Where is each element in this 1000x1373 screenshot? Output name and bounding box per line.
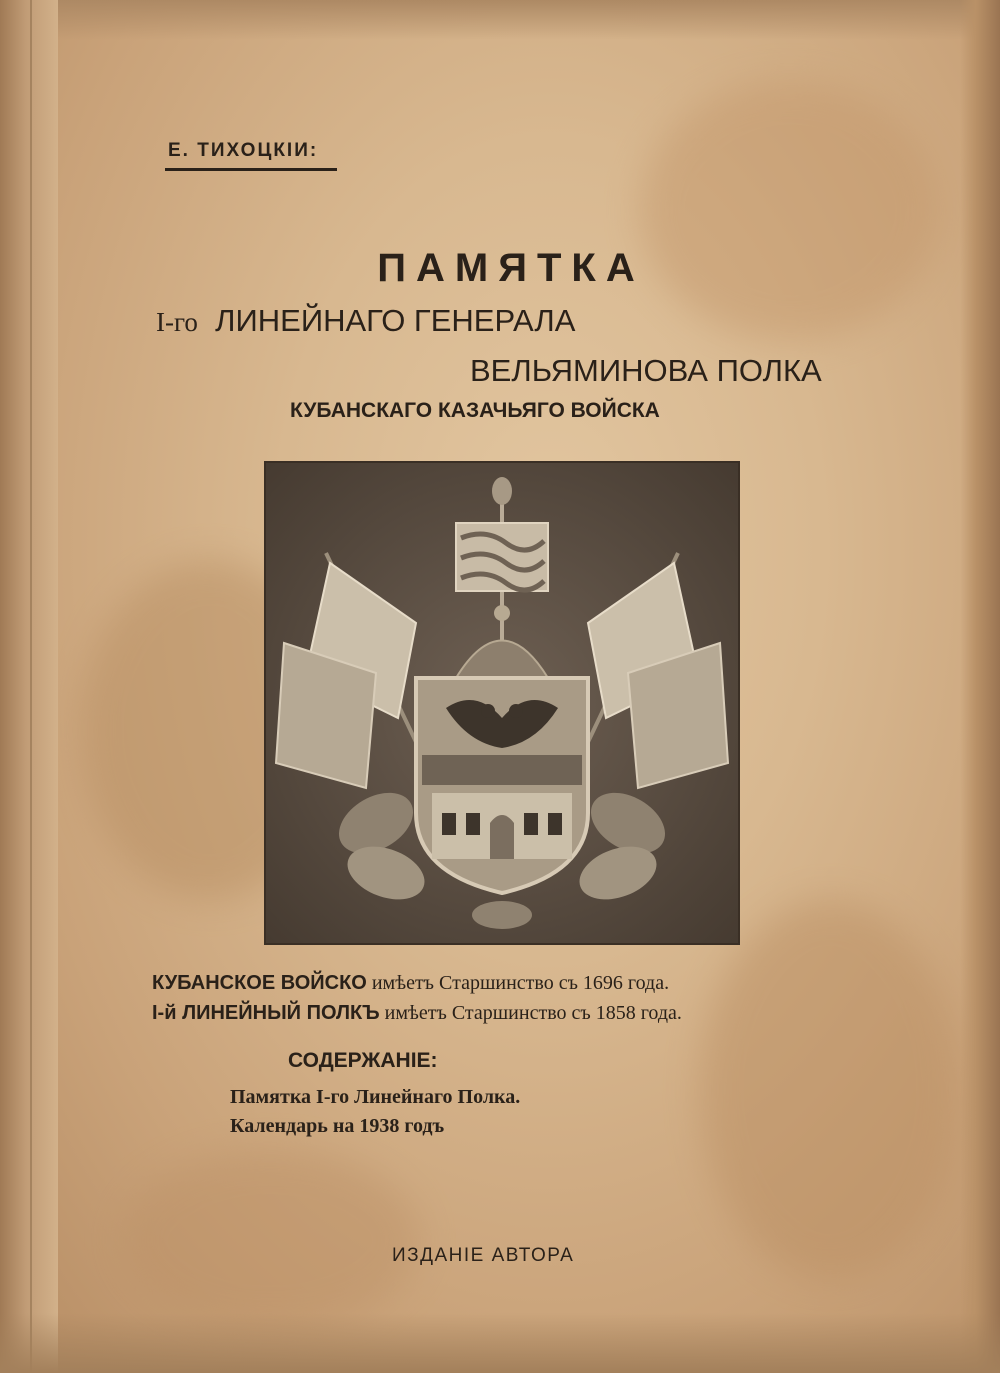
seniority-2-subject: I-й ЛИНЕЙНЫЙ ПОЛКЪ — [152, 1002, 380, 1024]
contents-item: Памятка I-го Линейнаго Полка. — [230, 1086, 521, 1108]
author-name: Е. ТИХОЦКІИ: — [168, 140, 319, 161]
title-line-4: КУБАНСКАГО КАЗАЧЬЯГО ВОЙСКА — [290, 399, 660, 422]
stain — [700, 900, 960, 1280]
seniority-1-text: имѣетъ Старшинство съ 1696 года. — [366, 972, 670, 994]
title-line-2-text: ЛИНЕЙНАГО ГЕНЕРАЛА — [215, 303, 576, 338]
title-main: ПАМЯТКА — [377, 246, 645, 290]
worn-right-edge — [960, 0, 1000, 1373]
publisher-note: ИЗДАНІЕ АВТОРА — [392, 1245, 575, 1266]
title-line-3: ВЕЛЬЯМИНОВА ПОЛКА — [470, 353, 822, 388]
seniority-1-subject: КУБАНСКОЕ ВОЙСКО — [152, 972, 367, 994]
title-ordinal: I-го — [156, 307, 198, 337]
coat-of-arms-plate — [264, 461, 740, 945]
title-line-2 — [156, 303, 575, 339]
author-underline — [165, 168, 337, 171]
contents-item: Календарь на 1938 годъ — [230, 1115, 445, 1137]
book-spine — [0, 0, 58, 1373]
spine-fold — [30, 0, 32, 1373]
seniority-line-2 — [152, 1002, 682, 1025]
coat-of-arms-icon — [266, 463, 738, 943]
stain — [640, 80, 940, 340]
seniority-2-text: имѣетъ Старшинство съ 1858 года. — [379, 1002, 682, 1024]
seniority-line-1 — [152, 972, 669, 995]
stain — [120, 1150, 420, 1330]
worn-top-edge — [0, 0, 1000, 40]
worn-bottom-edge — [0, 1313, 1000, 1373]
contents-heading: СОДЕРЖАНІЕ: — [288, 1049, 438, 1072]
